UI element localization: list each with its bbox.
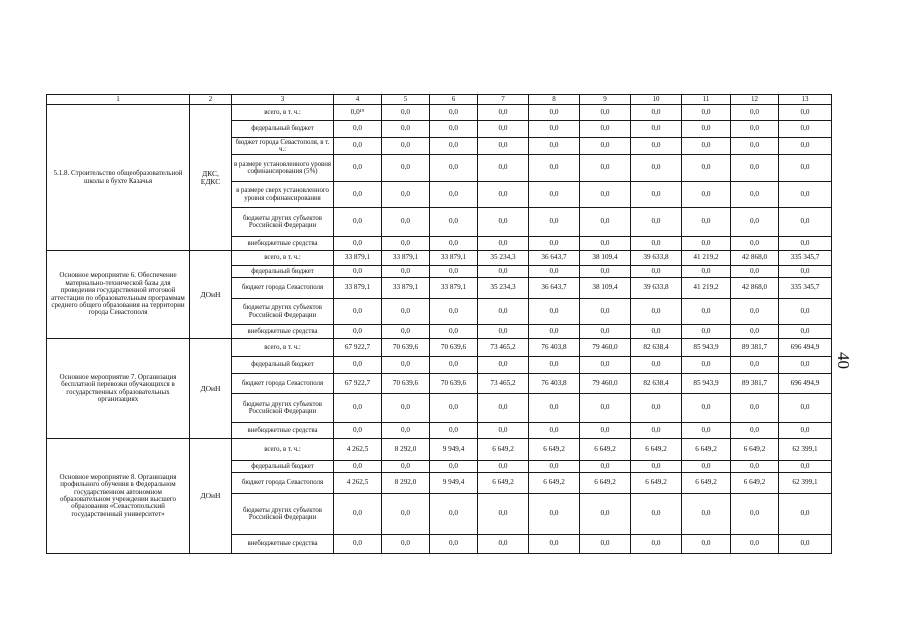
amount-cell: 0,0 (631, 325, 682, 339)
amount-cell: 4 262,5 (334, 473, 382, 494)
funding-source: федеральный бюджет (232, 121, 334, 138)
amount-cell: 0,0 (430, 325, 478, 339)
amount-cell: 4 262,5 (334, 439, 382, 461)
amount-cell: 0,0 (731, 208, 779, 237)
col-header: 11 (682, 95, 731, 105)
amount-cell: 70 639,6 (382, 339, 430, 357)
amount-cell: 0,0 (731, 461, 779, 473)
amount-cell: 0,0 (682, 535, 731, 554)
funding-source: бюджет города Севастополя, в т. ч.: (232, 138, 334, 155)
amount-cell: 89 381,7 (731, 339, 779, 357)
amount-cell: 6 649,2 (580, 439, 631, 461)
amount-cell: 0,0 (682, 494, 731, 535)
amount-cell: 6 649,2 (731, 473, 779, 494)
amount-cell: 0,0 (580, 182, 631, 208)
amount-cell: 0,0 (682, 394, 731, 423)
amount-cell: 38 109,4 (580, 278, 631, 299)
col-header: 1 (47, 95, 190, 105)
amount-cell: 0,0 (334, 325, 382, 339)
amount-cell: 6 649,2 (631, 439, 682, 461)
amount-cell: 696 494,9 (779, 374, 832, 394)
amount-cell: 0,0 (731, 182, 779, 208)
measure-description: Основное мероприятие 6. Обеспечение материально-технической базы для проведения государственной итоговой аттестации по образовательным программам среднего общего образования на территории города Севастополя (47, 251, 190, 339)
funding-source: бюджеты других субъектов Российской Федерации (232, 299, 334, 325)
amount-cell: 0,0 (529, 237, 580, 251)
amount-cell: 6 649,2 (529, 439, 580, 461)
amount-cell: 0,0 (731, 535, 779, 554)
amount-cell: 0,0 (382, 299, 430, 325)
amount-cell: 0,0 (580, 105, 631, 121)
amount-cell: 89 381,7 (731, 374, 779, 394)
amount-cell: 0,0 (631, 208, 682, 237)
amount-cell: 0,0 (382, 423, 430, 439)
amount-cell: 0,0 (478, 423, 529, 439)
amount-cell: 0,0 (529, 535, 580, 554)
amount-cell: 0,0 (430, 182, 478, 208)
col-header: 8 (529, 95, 580, 105)
col-header: 9 (580, 95, 631, 105)
amount-cell: 8 292,0 (382, 473, 430, 494)
amount-cell: 0,0 (682, 423, 731, 439)
amount-cell: 73 465,2 (478, 374, 529, 394)
amount-cell: 0,0 (631, 138, 682, 155)
amount-cell: 0,0 (779, 208, 832, 237)
amount-cell: 0,0 (334, 138, 382, 155)
table-row (47, 339, 832, 357)
funding-source: всего, в т. ч.: (232, 439, 334, 461)
amount-cell: 0,0 (580, 266, 631, 278)
amount-cell: 0,0 (430, 494, 478, 535)
amount-cell: 0,0 (334, 461, 382, 473)
amount-cell: 0,0 (779, 155, 832, 182)
amount-cell: 0,0 (382, 461, 430, 473)
col-header: 6 (430, 95, 478, 105)
amount-cell: 6 649,2 (631, 473, 682, 494)
executor: ДОиН (190, 251, 232, 339)
amount-cell: 0,0 (580, 494, 631, 535)
amount-cell: 0,0 (382, 357, 430, 374)
executor: ДОиН (190, 339, 232, 439)
amount-cell: 0,0 (682, 299, 731, 325)
funding-table (46, 94, 832, 554)
amount-cell: 0,0 (631, 299, 682, 325)
funding-source: всего, в т. ч.: (232, 105, 334, 121)
amount-cell: 0,0 (631, 121, 682, 138)
amount-cell: 0,0 (529, 121, 580, 138)
amount-cell: 62 399,1 (779, 473, 832, 494)
amount-cell: 0,0 (478, 237, 529, 251)
amount-cell: 85 943,9 (682, 374, 731, 394)
table-row (47, 105, 832, 121)
amount-cell: 0,0 (529, 138, 580, 155)
header-row (47, 95, 832, 105)
amount-cell: 0,0 (478, 535, 529, 554)
amount-cell: 0,0 (580, 138, 631, 155)
col-header: 7 (478, 95, 529, 105)
amount-cell: 6 649,2 (580, 473, 631, 494)
amount-cell: 0,0 (478, 182, 529, 208)
funding-source: федеральный бюджет (232, 461, 334, 473)
amount-cell: 0,0 (382, 182, 430, 208)
funding-source: в размере сверх установленного уровня софинансирования (232, 182, 334, 208)
funding-source: в размере установленного уровня софинансирования (5%) (232, 155, 334, 182)
amount-cell: 0,0 (779, 121, 832, 138)
amount-cell: 0,0 (334, 423, 382, 439)
funding-source: всего, в т. ч.: (232, 251, 334, 266)
amount-cell: 76 403,8 (529, 374, 580, 394)
amount-cell: 0,0 (529, 105, 580, 121)
amount-cell: 0,0 (580, 155, 631, 182)
amount-cell: 73 465,2 (478, 339, 529, 357)
funding-source: бюджеты других субъектов Российской Федерации (232, 208, 334, 237)
amount-cell: 0,0 (779, 299, 832, 325)
amount-cell: 0,0 (334, 394, 382, 423)
amount-cell: 33 879,1 (382, 251, 430, 266)
amount-cell: 33 879,1 (382, 278, 430, 299)
amount-cell: 0,0 (529, 325, 580, 339)
amount-cell: 6 649,2 (682, 473, 731, 494)
amount-cell: 0,0 (631, 494, 682, 535)
amount-cell: 0,0 (779, 357, 832, 374)
amount-cell: 0,0 (334, 494, 382, 535)
amount-cell: 67 922,7 (334, 339, 382, 357)
amount-cell: 0,0 (731, 423, 779, 439)
funding-source: бюджеты других субъектов Российской Федерации (232, 494, 334, 535)
amount-cell: 85 943,9 (682, 339, 731, 357)
amount-cell: 0,0 (580, 357, 631, 374)
amount-cell: 0,0 (631, 105, 682, 121)
amount-cell: 0,0 (382, 155, 430, 182)
amount-cell: 6 649,2 (731, 439, 779, 461)
amount-cell: 0,0 (334, 266, 382, 278)
amount-cell: 82 638,4 (631, 339, 682, 357)
amount-cell: 0,0 (682, 208, 731, 237)
amount-cell: 0,0 (580, 325, 631, 339)
amount-cell: 0,0 (682, 357, 731, 374)
funding-source: внебюджетные средства (232, 237, 334, 251)
amount-cell: 0,0 (631, 182, 682, 208)
amount-cell: 0,0 (478, 299, 529, 325)
amount-cell: 0,0 (529, 266, 580, 278)
funding-source: бюджет города Севастополя (232, 374, 334, 394)
amount-cell: 0,0 (580, 394, 631, 423)
amount-cell: 0,0 (478, 494, 529, 535)
table-row (47, 251, 832, 266)
amount-cell: 0,0 (478, 208, 529, 237)
amount-cell: 0,0 (580, 208, 631, 237)
amount-cell: 35 234,3 (478, 251, 529, 266)
amount-cell: 0,0 (430, 461, 478, 473)
amount-cell: 0,0 (382, 535, 430, 554)
amount-cell: 0,0 (682, 121, 731, 138)
table-row (47, 439, 832, 461)
amount-cell: 0,0 (580, 535, 631, 554)
amount-cell: 41 219,2 (682, 251, 731, 266)
amount-cell: 0,0 (731, 299, 779, 325)
amount-cell: 0,0 (334, 357, 382, 374)
col-header: 4 (334, 95, 382, 105)
amount-cell: 0,0 (731, 155, 779, 182)
amount-cell: 0,0 (731, 237, 779, 251)
amount-cell: 0,0 (731, 494, 779, 535)
amount-cell: 0,0 (731, 105, 779, 121)
amount-cell: 0,0 (631, 461, 682, 473)
amount-cell: 0,0 (529, 357, 580, 374)
amount-cell: 0,0 (430, 266, 478, 278)
amount-cell: 0,0¹⁹ (334, 105, 382, 121)
amount-cell: 0,0 (731, 325, 779, 339)
amount-cell: 0,0 (430, 237, 478, 251)
amount-cell: 0,0 (430, 394, 478, 423)
amount-cell: 62 399,1 (779, 439, 832, 461)
amount-cell: 0,0 (779, 494, 832, 535)
amount-cell: 70 639,6 (430, 374, 478, 394)
amount-cell: 0,0 (682, 266, 731, 278)
funding-source: внебюджетные средства (232, 325, 334, 339)
amount-cell: 0,0 (478, 155, 529, 182)
amount-cell: 0,0 (529, 494, 580, 535)
page-number: 40 (834, 352, 853, 369)
amount-cell: 0,0 (382, 266, 430, 278)
amount-cell: 0,0 (529, 299, 580, 325)
col-header: 2 (190, 95, 232, 105)
amount-cell: 0,0 (631, 357, 682, 374)
amount-cell: 0,0 (430, 357, 478, 374)
amount-cell: 0,0 (731, 138, 779, 155)
funding-source: бюджет города Севастополя (232, 278, 334, 299)
amount-cell: 335 345,7 (779, 251, 832, 266)
amount-cell: 0,0 (382, 121, 430, 138)
amount-cell: 0,0 (779, 394, 832, 423)
amount-cell: 79 460,0 (580, 339, 631, 357)
amount-cell: 0,0 (631, 155, 682, 182)
amount-cell: 0,0 (779, 266, 832, 278)
amount-cell: 36 643,7 (529, 278, 580, 299)
amount-cell: 0,0 (529, 208, 580, 237)
amount-cell: 42 868,0 (731, 278, 779, 299)
amount-cell: 6 649,2 (682, 439, 731, 461)
amount-cell: 0,0 (334, 299, 382, 325)
amount-cell: 0,0 (430, 299, 478, 325)
measure-description: Основное мероприятие 8. Организация профильного обучения в Федеральном государственном автономном образовательном учреждении высшего образования «Севастопольский государственный университет» (47, 439, 190, 554)
amount-cell: 0,0 (334, 182, 382, 208)
amount-cell: 0,0 (580, 237, 631, 251)
amount-cell: 36 643,7 (529, 251, 580, 266)
amount-cell: 0,0 (334, 208, 382, 237)
amount-cell: 0,0 (382, 237, 430, 251)
amount-cell: 0,0 (334, 155, 382, 182)
amount-cell: 0,0 (682, 237, 731, 251)
amount-cell: 696 494,9 (779, 339, 832, 357)
amount-cell: 0,0 (334, 535, 382, 554)
measure-description: 5.1.8. Строительство общеобразовательной школы в бухте Казачья (47, 105, 190, 251)
amount-cell: 6 649,2 (529, 473, 580, 494)
amount-cell: 0,0 (478, 266, 529, 278)
amount-cell: 0,0 (580, 423, 631, 439)
amount-cell: 38 109,4 (580, 251, 631, 266)
col-header: 10 (631, 95, 682, 105)
executor: ДКС, ЕДКС (190, 105, 232, 251)
amount-cell: 0,0 (382, 105, 430, 121)
amount-cell: 76 403,8 (529, 339, 580, 357)
amount-cell: 0,0 (580, 299, 631, 325)
amount-cell: 0,0 (430, 208, 478, 237)
amount-cell: 0,0 (631, 394, 682, 423)
amount-cell: 0,0 (430, 423, 478, 439)
amount-cell: 0,0 (430, 121, 478, 138)
amount-cell: 33 879,1 (430, 278, 478, 299)
amount-cell: 0,0 (478, 325, 529, 339)
funding-source: всего, в т. ч.: (232, 339, 334, 357)
amount-cell: 0,0 (731, 266, 779, 278)
amount-cell: 0,0 (382, 325, 430, 339)
amount-cell: 0,0 (580, 461, 631, 473)
amount-cell: 0,0 (779, 182, 832, 208)
amount-cell: 0,0 (529, 182, 580, 208)
funding-source: федеральный бюджет (232, 357, 334, 374)
amount-cell: 8 292,0 (382, 439, 430, 461)
amount-cell: 82 638,4 (631, 374, 682, 394)
col-header: 5 (382, 95, 430, 105)
amount-cell: 0,0 (682, 461, 731, 473)
amount-cell: 0,0 (682, 325, 731, 339)
amount-cell: 42 868,0 (731, 251, 779, 266)
amount-cell: 335 345,7 (779, 278, 832, 299)
amount-cell: 0,0 (779, 325, 832, 339)
amount-cell: 67 922,7 (334, 374, 382, 394)
amount-cell: 0,0 (682, 155, 731, 182)
amount-cell: 79 460,0 (580, 374, 631, 394)
executor: ДОиН (190, 439, 232, 554)
amount-cell: 35 234,3 (478, 278, 529, 299)
amount-cell: 0,0 (334, 121, 382, 138)
funding-source: бюджет города Севастополя (232, 473, 334, 494)
amount-cell: 6 649,2 (478, 473, 529, 494)
amount-cell: 0,0 (529, 155, 580, 182)
funding-source: внебюджетные средства (232, 535, 334, 554)
amount-cell: 33 879,1 (334, 251, 382, 266)
amount-cell: 0,0 (580, 121, 631, 138)
amount-cell: 41 219,2 (682, 278, 731, 299)
amount-cell: 0,0 (631, 535, 682, 554)
amount-cell: 0,0 (682, 105, 731, 121)
amount-cell: 0,0 (731, 394, 779, 423)
amount-cell: 9 949,4 (430, 473, 478, 494)
amount-cell: 39 633,8 (631, 278, 682, 299)
amount-cell: 0,0 (382, 208, 430, 237)
funding-source: бюджеты других субъектов Российской Федерации (232, 394, 334, 423)
amount-cell: 70 639,6 (382, 374, 430, 394)
amount-cell: 0,0 (430, 105, 478, 121)
amount-cell: 0,0 (779, 423, 832, 439)
amount-cell: 0,0 (382, 138, 430, 155)
amount-cell: 0,0 (478, 138, 529, 155)
amount-cell: 0,0 (478, 121, 529, 138)
amount-cell: 70 639,6 (430, 339, 478, 357)
amount-cell: 0,0 (430, 535, 478, 554)
funding-source: федеральный бюджет (232, 266, 334, 278)
col-header: 13 (779, 95, 832, 105)
amount-cell: 0,0 (779, 535, 832, 554)
col-header: 12 (731, 95, 779, 105)
amount-cell: 0,0 (478, 105, 529, 121)
amount-cell: 0,0 (682, 138, 731, 155)
amount-cell: 0,0 (430, 138, 478, 155)
amount-cell: 0,0 (731, 357, 779, 374)
amount-cell: 33 879,1 (430, 251, 478, 266)
amount-cell: 6 649,2 (478, 439, 529, 461)
funding-source: внебюджетные средства (232, 423, 334, 439)
amount-cell: 0,0 (529, 423, 580, 439)
amount-cell: 0,0 (334, 237, 382, 251)
amount-cell: 0,0 (631, 423, 682, 439)
measure-description: Основное мероприятие 7. Организация бесплатной перевозки обучающихся в государственных образовательных организациях (47, 339, 190, 439)
amount-cell: 0,0 (631, 266, 682, 278)
amount-cell: 9 949,4 (430, 439, 478, 461)
amount-cell: 33 879,1 (334, 278, 382, 299)
amount-cell: 0,0 (529, 461, 580, 473)
amount-cell: 0,0 (779, 105, 832, 121)
amount-cell: 0,0 (430, 155, 478, 182)
amount-cell: 0,0 (529, 394, 580, 423)
amount-cell: 0,0 (478, 357, 529, 374)
amount-cell: 0,0 (779, 237, 832, 251)
amount-cell: 0,0 (631, 237, 682, 251)
amount-cell: 0,0 (478, 394, 529, 423)
col-header: 3 (232, 95, 334, 105)
amount-cell: 0,0 (682, 182, 731, 208)
amount-cell: 0,0 (382, 494, 430, 535)
amount-cell: 0,0 (382, 394, 430, 423)
amount-cell: 39 633,8 (631, 251, 682, 266)
amount-cell: 0,0 (731, 121, 779, 138)
amount-cell: 0,0 (478, 461, 529, 473)
amount-cell: 0,0 (779, 461, 832, 473)
amount-cell: 0,0 (779, 138, 832, 155)
